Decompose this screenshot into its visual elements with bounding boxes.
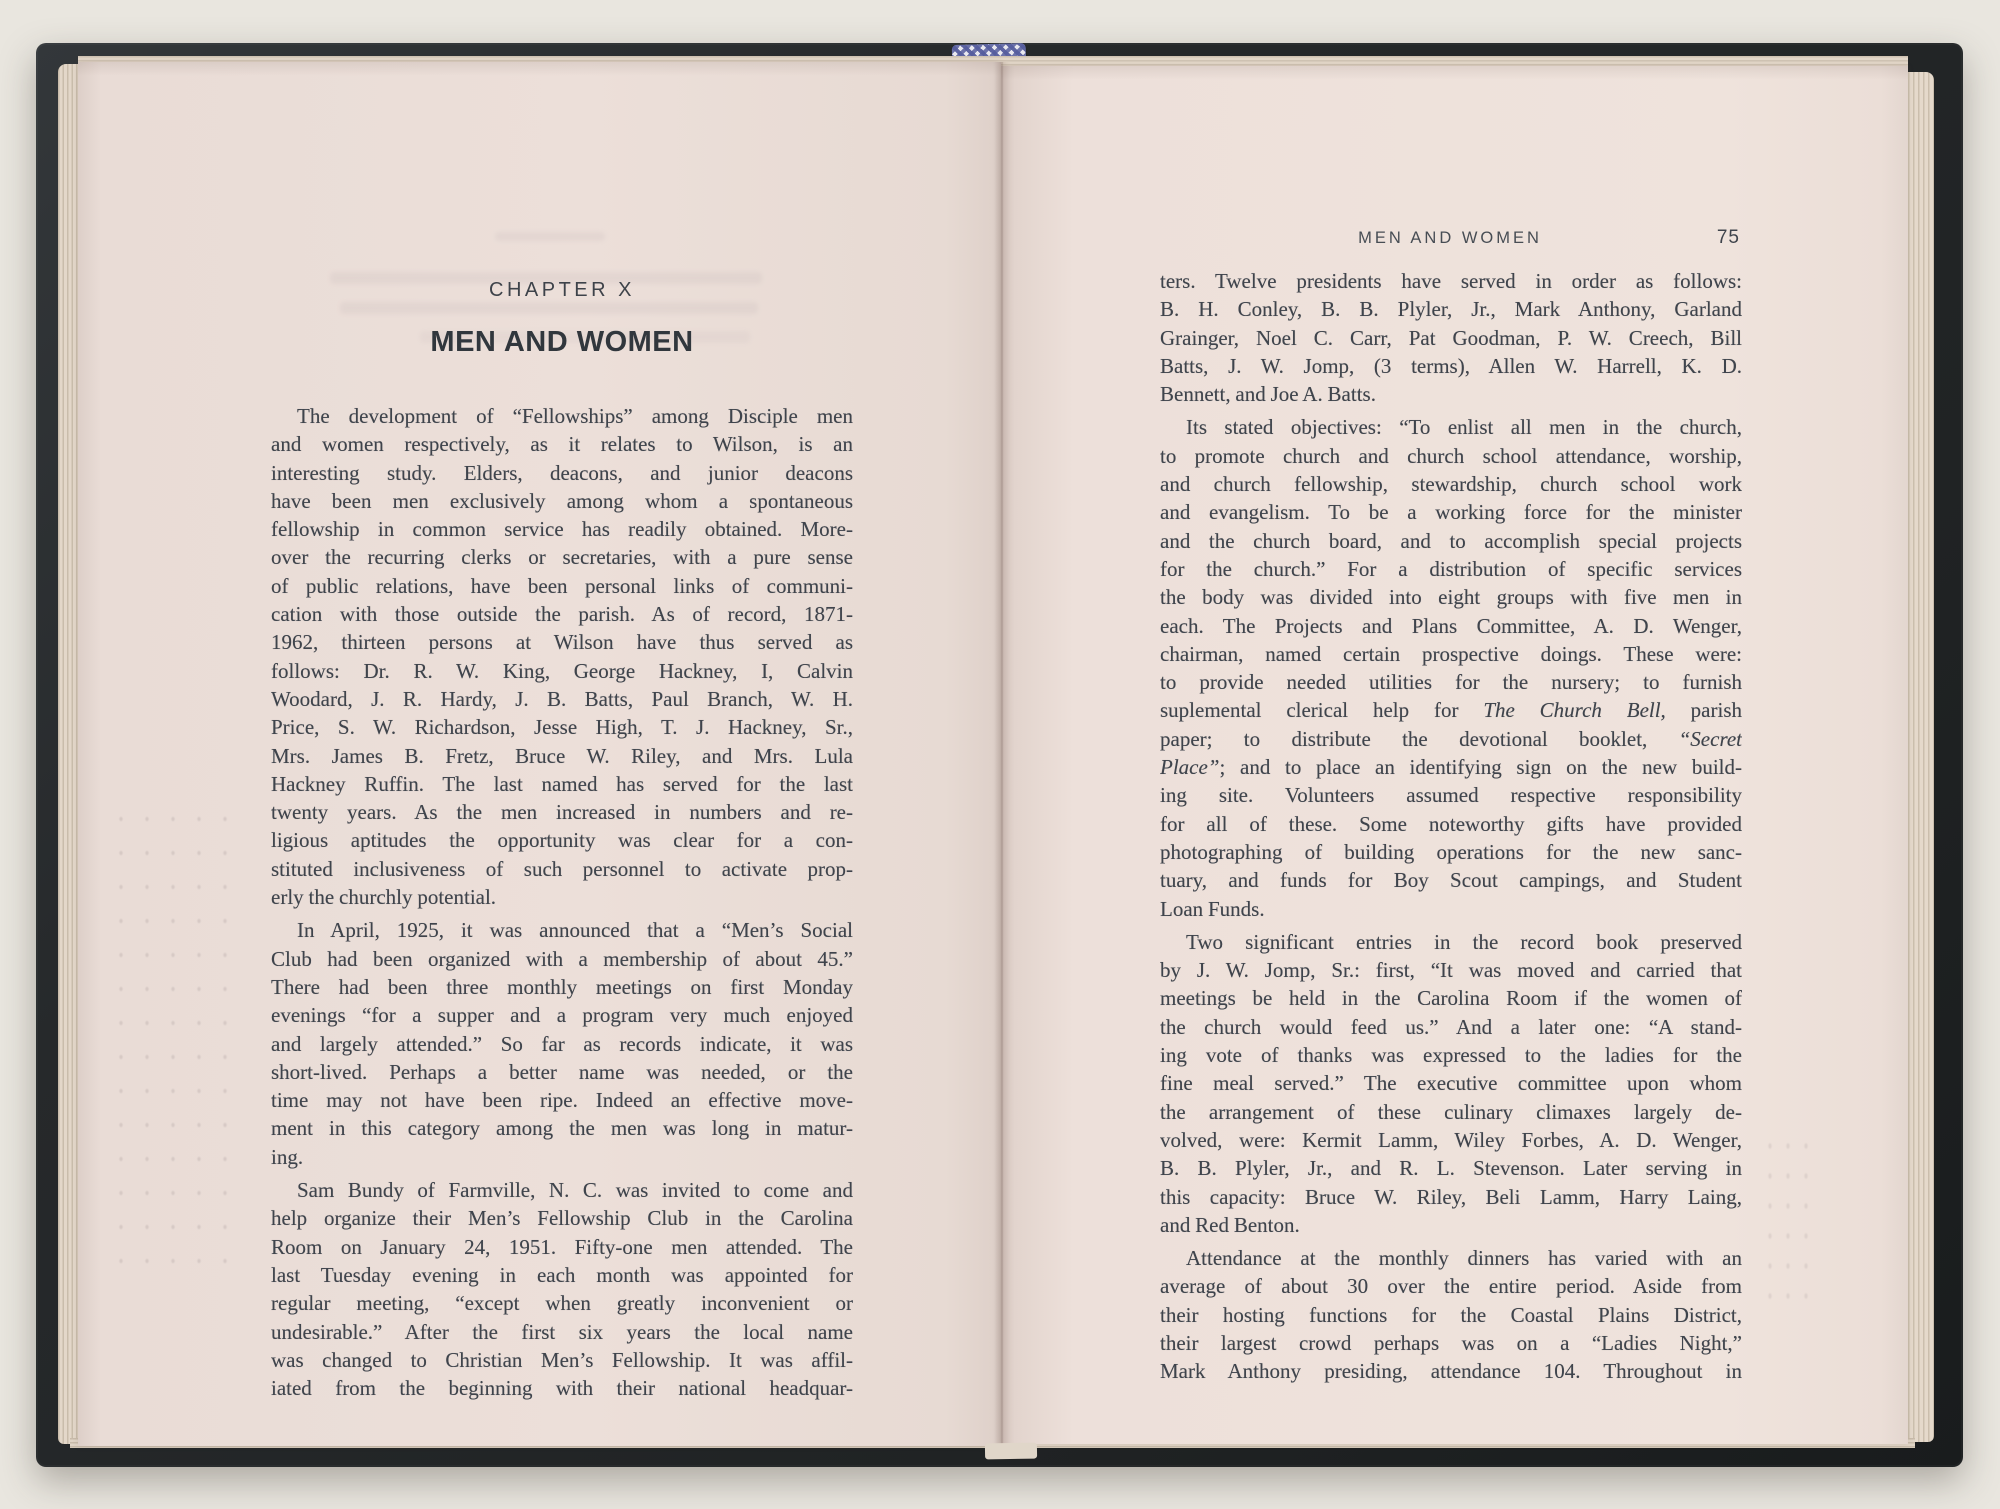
text-line: ing site. Volunteers assumed respective responsibility [1160,783,1742,808]
show-through [340,302,758,314]
text-line: to provide needed utilities for the nursery; to furnish [1160,670,1742,695]
show-through [1761,1131,1821,1311]
text-line: follows: Dr. R. W. King, George Hackney, I, Calvin [271,658,853,683]
page-number: 75 [1716,227,1740,248]
text-line: Attendance at the monthly dinners has varied with an [1186,1246,1742,1271]
text-line: Woodard, J. R. Hardy, J. B. Batts, Paul Branch, W. H. [271,686,853,711]
text-line: the body was divided into eight groups with five men in [1160,585,1742,610]
text-line: chairman, named certain prospective doings. These were: [1160,641,1742,666]
text-line: the church would feed us.” And a later one: “A stand- [1160,1014,1742,1039]
text-line: this capacity: Bruce W. Riley, Beli Lamm, Harry Laing, [1160,1184,1742,1209]
chapter-label: CHAPTER X [489,279,635,301]
text-line: and largely attended.” So far as records indicate, it was [271,1031,853,1056]
text-line: ters. Twelve presidents have served in order as follows: [1160,269,1742,293]
text-line: Sam Bundy of Farmville, N. C. was invited to come and [297,1178,853,1203]
text-line: fellowship in common service has readily obtained. More- [271,517,853,542]
paragraph [1160,1244,1742,1385]
paragraph [1160,928,1742,1239]
text-line: ment in this category among the men was long in matur- [271,1116,853,1141]
text-line: B. B. Plyler, Jr., and R. L. Stevenson. Later serving in [1160,1156,1742,1181]
text-line: average of about 30 over the entire period. Aside from [1160,1274,1742,1299]
text-line: their hosting functions for the Coastal Plains District, [1160,1302,1742,1327]
text-line: undesirable.” After the first six years the local name [271,1319,853,1344]
text-line: suplemental clerical help for The Church Bell, parish [1160,698,1742,723]
text-line: Club had been organized with a membership of about 45.” [271,946,853,971]
text-line: and church fellowship, stewardship, church school work [1160,472,1742,497]
text-line: Batts, J. W. Jomp, (3 terms), Allen W. Harrell, K. D. [1160,353,1742,378]
text-line: by J. W. Jomp, Sr.: first, “It was moved and carried that [1160,958,1742,983]
text-line: last Tuesday evening in each month was appointed for [271,1262,853,1287]
show-through [495,232,605,241]
text-line: help organize their Men’s Fellowship Club in the Carolina [271,1206,853,1231]
text-line: Bennett, and Joe A. Batts. [1160,382,1376,407]
text-line: stituted inclusiveness of such personnel to activate prop- [271,856,853,881]
text-line: and the church board, and to accomplish special projects [1160,528,1742,553]
text-line: ligious aptitudes the opportunity was clear for a con- [271,828,853,853]
text-line: ing. [271,1144,304,1169]
paragraph [1160,413,1742,922]
text-line: was changed to Christian Men’s Fellowship. It was affil- [271,1347,853,1372]
text-line: have been men exclusively among whom a spontaneous [271,488,853,513]
text-line: fine meal served.” The executive committee upon whom [1160,1071,1742,1096]
page-edges-left [58,64,78,1444]
page-edges-right [1908,72,1934,1442]
chapter-title: MEN AND WOMEN [430,326,694,358]
running-head: MEN AND WOMEN [1358,229,1542,247]
text-line: paper; to distribute the devotional booklet, “Secret [1160,726,1742,751]
paragraph [271,916,853,1171]
text-line: There had been three monthly meetings on first Monday [271,974,853,999]
show-through [108,802,238,1272]
right-page-body [1160,267,1742,1386]
text-line: B. H. Conley, B. B. Plyler, Jr., Mark Anthony, Garland [1160,297,1742,322]
text-line: regular meeting, “except when greatly inconvenient or [271,1291,853,1316]
text-line: for the church.” For a distribution of specific services [1160,556,1742,581]
text-line: The development of “Fellowships” among Disciple men [297,404,853,428]
text-line: over the recurring clerks or secretaries, with a pure sense [271,545,853,570]
page-header [1160,227,1740,251]
left-page-body [271,402,853,1402]
text-line: In April, 1925, it was announced that a “Men’s Social [297,918,853,943]
text-line: their largest crowd perhaps was on a “Ladies Night,” [1160,1330,1742,1355]
text-line: Place”; and to place an identifying sign on the new build- [1160,755,1742,780]
paragraph [1160,267,1742,408]
text-line: photographing of building operations for the new sanc- [1160,839,1742,864]
text-line: Mrs. James B. Fretz, Bruce W. Riley, and Mrs. Lula [271,743,853,768]
text-line: twenty years. As the men increased in numbers and re- [271,800,853,825]
text-line: Its stated objectives: “To enlist all men in the church, [1186,415,1742,440]
paragraph [271,402,853,911]
text-line: erly the churchly potential. [271,885,497,910]
text-line: Mark Anthony presiding, attendance 104. Throughout in [1160,1359,1742,1384]
text-line: tuary, and funds for Boy Scout campings, and Student [1160,868,1742,893]
text-line: and Red Benton. [1160,1212,1300,1237]
text-line: and women respectively, as it relates to Wilson, is an [271,432,853,457]
text-line: for all of these. Some noteworthy gifts have provided [1160,811,1742,836]
text-line: and evangelism. To be a working force for the minister [1160,500,1742,525]
gutter-shadow [994,62,1010,1446]
text-line: cation with those outside the parish. As of record, 1871- [271,602,853,627]
text-line: volved, were: Kermit Lamm, Wiley Forbes, A. D. Wenger, [1160,1127,1742,1152]
text-line: evenings “for a supper and a program very much enjoyed [271,1003,853,1028]
text-line: short-lived. Perhaps a better name was needed, or the [271,1059,853,1084]
text-line: meetings be held in the Carolina Room if the women of [1160,986,1742,1011]
text-line: each. The Projects and Plans Committee, A. D. Wenger, [1160,613,1742,638]
text-line: Two significant entries in the record book preserved [1186,929,1742,954]
text-line: ing vote of thanks was expressed to the ladies for the [1160,1043,1742,1068]
text-line: time may not have been ripe. Indeed an effective move- [271,1088,853,1113]
text-line: Loan Funds. [1160,896,1265,921]
text-line: of public relations, have been personal links of communi- [271,573,853,598]
text-line: to promote church and church school attendance, worship, [1160,443,1742,468]
paragraph [271,1176,853,1402]
text-line: Room on January 24, 1951. Fifty-one men attended. The [271,1234,853,1259]
text-line: the arrangement of these culinary climaxes largely de- [1160,1099,1742,1124]
text-line: Grainger, Noel C. Carr, Pat Goodman, P. W. Creech, Bill [1160,325,1742,350]
text-line: 1962, thirteen persons at Wilson have thus served as [271,630,853,655]
spine-bottom-notch [985,1443,1037,1460]
text-line: Price, S. W. Richardson, Jesse High, T. J. Hackney, Sr., [271,715,853,740]
text-line: Hackney Ruffin. The last named has served for the last [271,771,853,796]
text-line: interesting study. Elders, deacons, and junior deacons [271,460,853,485]
text-line: iated from the beginning with their national headquar- [271,1376,853,1401]
